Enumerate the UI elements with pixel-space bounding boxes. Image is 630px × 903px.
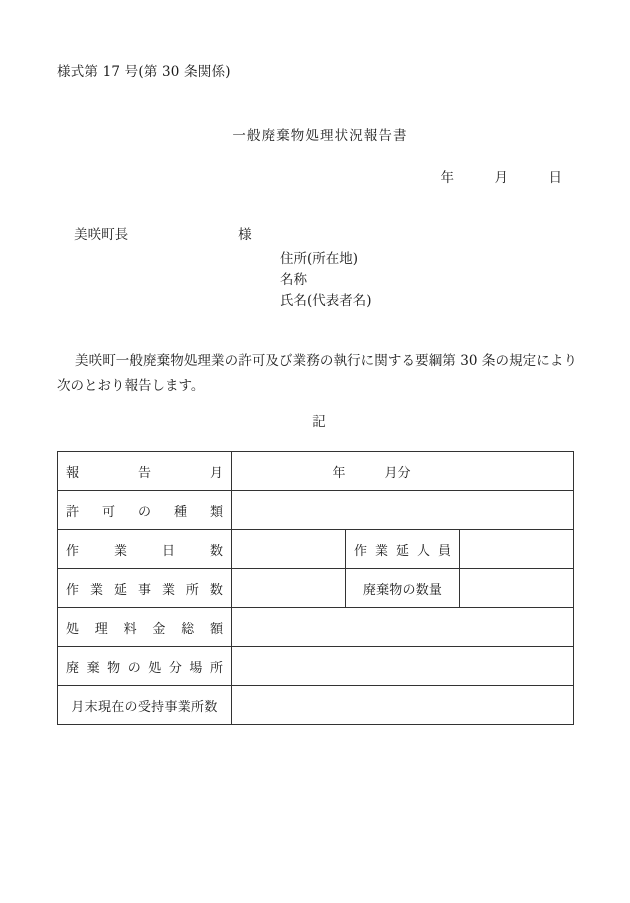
label-char: 処 xyxy=(66,621,80,637)
label-char: 場 xyxy=(189,660,203,676)
label-spread xyxy=(66,579,223,598)
table-row xyxy=(58,530,574,569)
label-char: 業 xyxy=(89,582,103,598)
label-char: 類 xyxy=(209,504,223,520)
label-char: 分 xyxy=(168,660,182,676)
addressee-row xyxy=(57,207,252,259)
sender-representative-label: 氏名(代表者名) xyxy=(280,293,372,309)
label-char: 総 xyxy=(181,621,195,637)
label-char: 金 xyxy=(152,621,166,637)
label-spread xyxy=(66,696,223,715)
label-char: 業 xyxy=(113,543,127,559)
table-row xyxy=(58,491,574,530)
addressee-name: 美咲町長 xyxy=(74,227,129,243)
label-char: 告 xyxy=(137,465,151,481)
row-label-report-month xyxy=(58,452,232,491)
label-spread xyxy=(66,540,223,559)
label-spread xyxy=(66,501,223,520)
label-char: 棄 xyxy=(86,660,100,676)
label-spread xyxy=(66,462,223,481)
row-value-total-fee[interactable] xyxy=(232,608,574,647)
label-spread xyxy=(66,618,223,637)
row-label-total-fee xyxy=(58,608,232,647)
label-char: 所 xyxy=(209,660,223,676)
sub-label-spread xyxy=(354,540,451,559)
label-char: 作 xyxy=(354,543,368,559)
sender-address-label: 住所(所在地) xyxy=(280,251,359,267)
label-char: 数 xyxy=(209,582,223,598)
label-char: 料 xyxy=(123,621,137,637)
label-char: 廃 xyxy=(66,660,80,676)
label-char: 許 xyxy=(66,504,80,520)
table-row xyxy=(58,569,574,608)
table-row xyxy=(58,608,574,647)
body-text: 美咲町一般廃棄物処理業の許可及び業務の執行に関する要綱第 30 条の規定により次のとおり報告します。 xyxy=(57,353,577,394)
label-char: の xyxy=(137,504,151,520)
label-char: 作 xyxy=(66,543,80,559)
document-title: 一般廃棄物処理状況報告書 xyxy=(232,128,408,144)
row-label-month-end-worksites xyxy=(58,686,232,725)
label-char: 月 xyxy=(209,465,223,481)
label-char: 日 xyxy=(161,543,175,559)
date-line: 年 月 日 xyxy=(440,170,562,186)
row-subvalue-total-workers[interactable] xyxy=(460,530,574,569)
report-table xyxy=(57,451,574,725)
row-label-permit-type xyxy=(58,491,232,530)
row-value-month-end-worksites[interactable] xyxy=(232,686,574,725)
label-char: 員 xyxy=(437,543,451,559)
label-char: の xyxy=(127,660,141,676)
label-char: 延 xyxy=(395,543,409,559)
row-sublabel-waste-quantity xyxy=(346,569,460,608)
row-value-disposal-site[interactable] xyxy=(232,647,574,686)
label-char: 業 xyxy=(161,582,175,598)
row-value-report-month[interactable] xyxy=(232,452,574,491)
label-char: 作 xyxy=(66,582,80,598)
row-label-work-days xyxy=(58,530,232,569)
label-char: 種 xyxy=(173,504,187,520)
table-row xyxy=(58,452,574,491)
addressee-honorific: 様 xyxy=(238,227,252,243)
label-char: 延 xyxy=(113,582,127,598)
label-char: 事 xyxy=(137,582,151,598)
label-char: 物 xyxy=(107,660,121,676)
label-char: 報 xyxy=(66,465,80,481)
label-char: 処 xyxy=(148,660,162,676)
row-label-total-worksites xyxy=(58,569,232,608)
row-value-work-days[interactable] xyxy=(232,530,346,569)
ki-mark: 記 xyxy=(312,414,326,430)
row-value-permit-type[interactable] xyxy=(232,491,574,530)
form-number: 様式第 17 号(第 30 条関係) xyxy=(57,64,231,80)
sender-block xyxy=(280,249,372,312)
label-char: 廃棄物の数量 xyxy=(362,582,443,598)
label-char: 可 xyxy=(101,504,115,520)
label-spread xyxy=(66,657,223,676)
label-char: 額 xyxy=(209,621,223,637)
label-char: 月末現在の受持事業所数 xyxy=(71,699,218,715)
row-subvalue-waste-quantity[interactable] xyxy=(460,569,574,608)
sender-name-label: 名称 xyxy=(280,272,307,288)
label-char: 人 xyxy=(416,543,430,559)
label-char: 数 xyxy=(209,543,223,559)
row-sublabel-total-workers xyxy=(346,530,460,569)
report-month-value: 年 月分 xyxy=(332,465,411,481)
row-label-disposal-site xyxy=(58,647,232,686)
table-row xyxy=(58,647,574,686)
label-char: 業 xyxy=(374,543,388,559)
table-row xyxy=(58,686,574,725)
label-char: 理 xyxy=(94,621,108,637)
row-value-total-worksites[interactable] xyxy=(232,569,346,608)
sub-label-spread xyxy=(354,579,451,598)
label-char: 所 xyxy=(185,582,199,598)
